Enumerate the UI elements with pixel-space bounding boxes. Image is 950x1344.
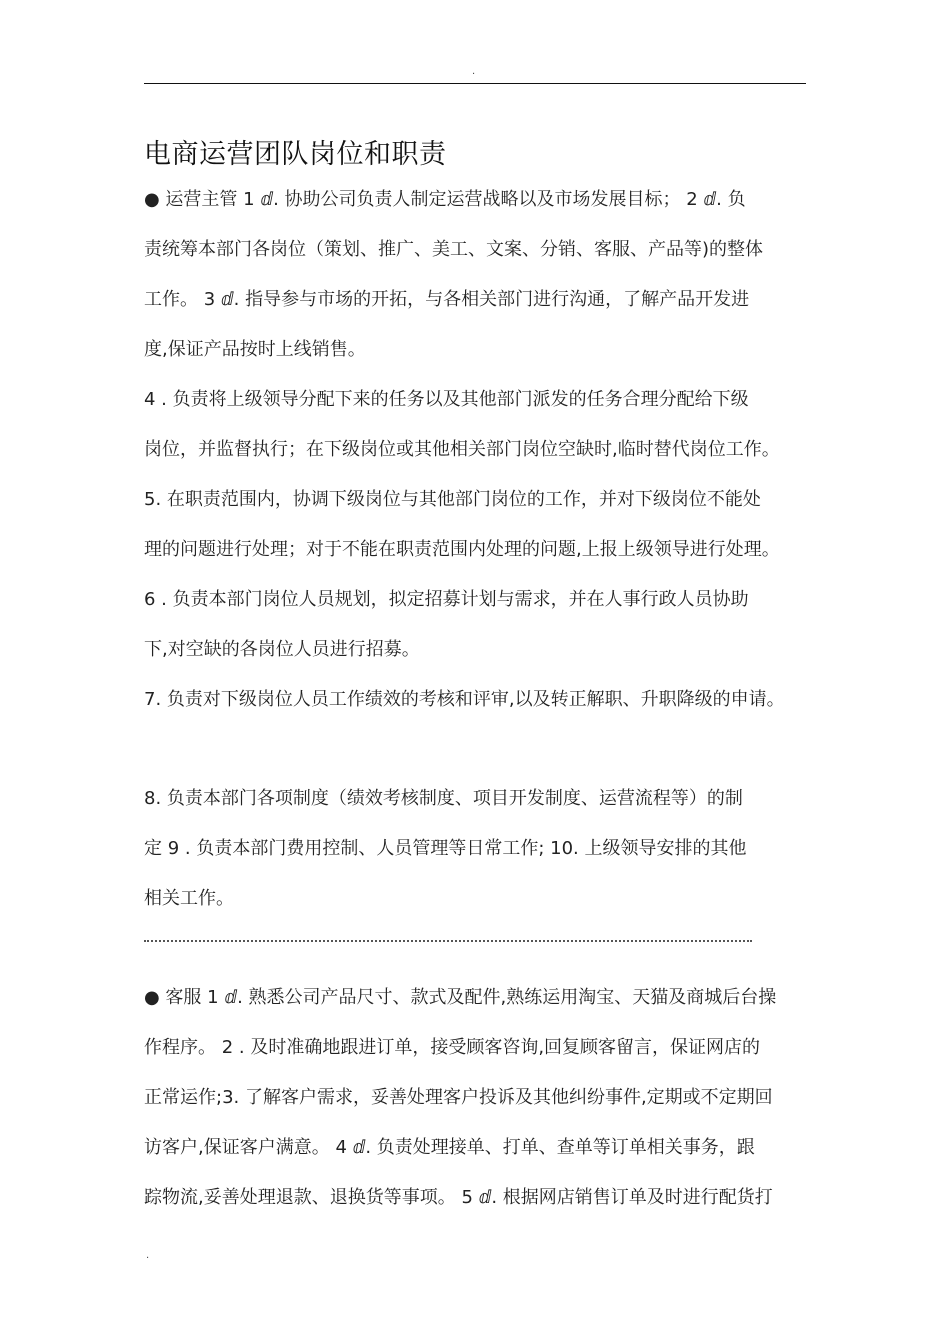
dotted-separator	[144, 940, 752, 942]
text-line-1: ● 运营主管 1 ⅆ. 协助公司负责人制定运营战略以及市场发展目标； 2 ⅆ. 负	[144, 189, 746, 210]
text-line-6: 岗位，并监督执行；在下级岗位或其他相关部门岗位空缺时,临时替代岗位工作。	[144, 439, 780, 460]
text-line-8: 理的问题进行处理；对于不能在职责范围内处理的问题,上报上级领导进行处理。	[144, 539, 780, 560]
text-line-15: ● 客服 1 ⅆ. 熟悉公司产品尺寸、款式及配件,熟练运用淘宝、天猫及商城后台操	[144, 987, 777, 1008]
text-line-12: 8. 负责本部门各项制度（绩效考核制度、项目开发制度、运营流程等）的制	[144, 788, 743, 809]
text-line-3: 工作。 3 ⅆ. 指导参与市场的开拓，与各相关部门进行沟通，了解产品开发进	[144, 289, 750, 310]
text-line-14: 相关工作。	[144, 888, 234, 909]
text-line-17: 正常运作;3. 了解客户需求，妥善处理客户投诉及其他纠纷事件,定期或不定期回	[144, 1087, 773, 1108]
header-rule	[144, 83, 806, 84]
text-line-7: 5. 在职责范围内，协调下级岗位与其他部门岗位的工作，并对下级岗位不能处	[144, 489, 761, 510]
text-line-4: 度,保证产品按时上线销售。	[144, 339, 366, 360]
text-line-19: 踪物流,妥善处理退款、退换货等事项。 5 ⅆ. 根据网店销售订单及时进行配货打	[144, 1187, 773, 1208]
text-line-10: 下,对空缺的各岗位人员进行招募。	[144, 639, 420, 660]
text-line-11: 7. 负责对下级岗位人员工作绩效的考核和评审,以及转正解职、升职降级的申请。	[144, 689, 785, 710]
text-line-18: 访客户,保证客户满意。 4 ⅆ. 负责处理接单、打单、查单等订单相关事务，跟	[144, 1137, 755, 1158]
text-line-5: 4 . 负责将上级领导分配下来的任务以及其他部门派发的任务合理分配给下级	[144, 389, 749, 410]
text-line-2: 责统筹本部门各岗位（策划、推广、美工、文案、分销、客服、产品等)的整体	[144, 239, 764, 260]
header-dot: .	[472, 66, 476, 77]
footer-dot: .	[146, 1250, 150, 1261]
document-title: 电商运营团队岗位和职责	[144, 139, 447, 170]
text-line-13: 定 9 . 负责本部门费用控制、人员管理等日常工作; 10. 上级领导安排的其他	[144, 838, 747, 859]
text-line-9: 6 . 负责本部门岗位人员规划，拟定招募计划与需求，并在人事行政人员协助	[144, 589, 749, 610]
text-line-16: 作程序。 2 . 及时准确地跟进订单，接受顾客咨询,回复顾客留言，保证网店的	[144, 1037, 761, 1058]
